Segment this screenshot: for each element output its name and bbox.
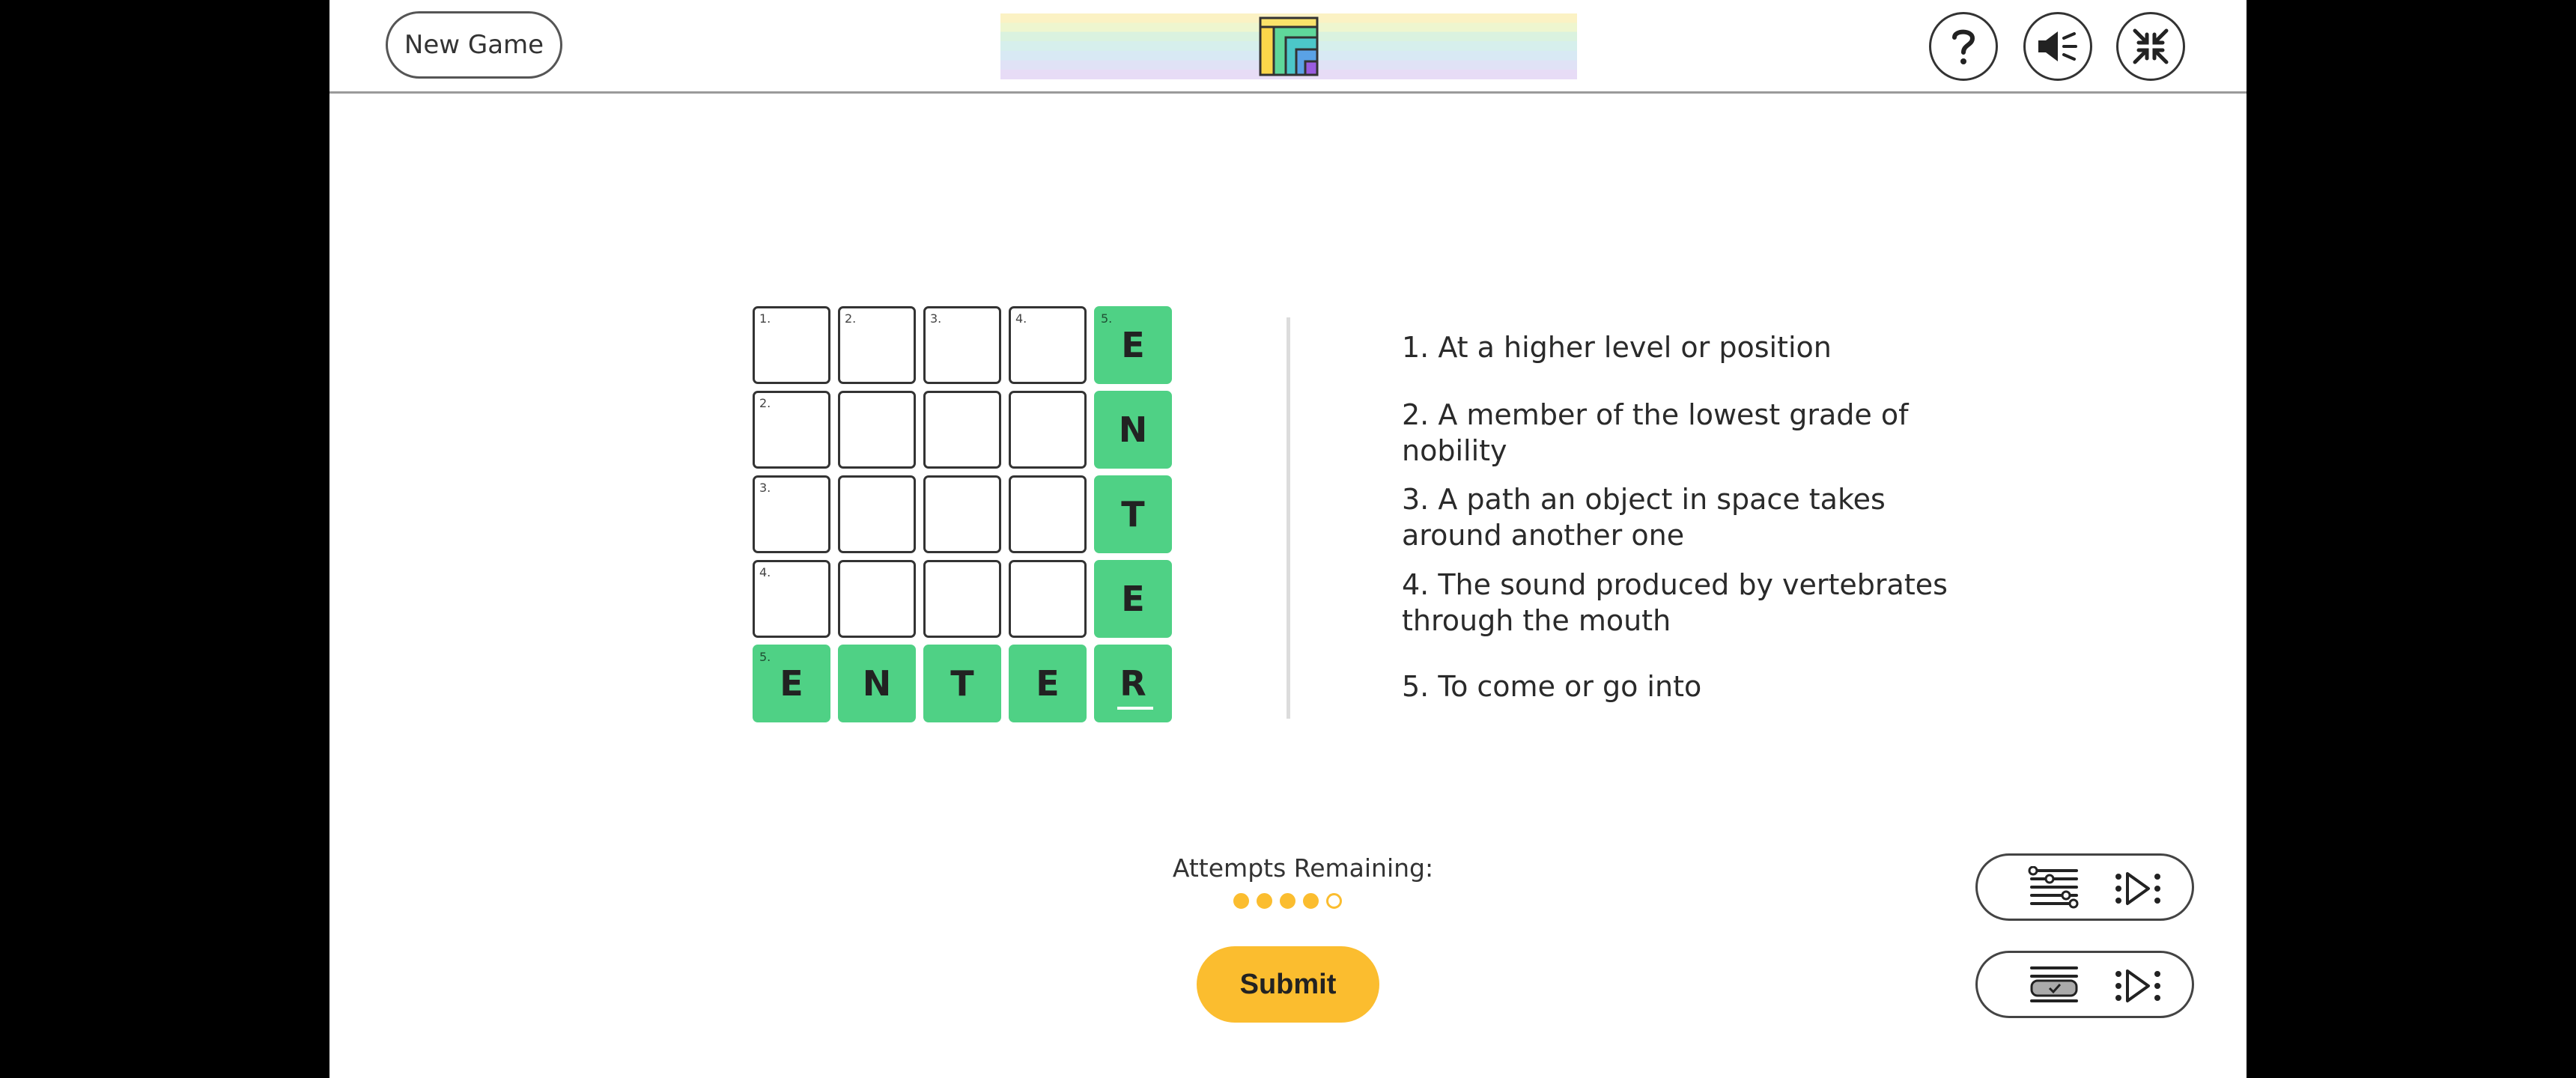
game-app [329, 0, 2247, 1078]
grid-cell[interactable] [753, 560, 830, 638]
grid-cell[interactable] [1009, 391, 1087, 469]
logo-banner [1000, 13, 1577, 79]
cell-letter: R [1120, 663, 1146, 704]
grid-cell[interactable] [1009, 560, 1087, 638]
grid-cell[interactable] [838, 645, 916, 722]
new-game-button[interactable]: New Game [386, 11, 562, 79]
grid-cell[interactable] [1094, 391, 1172, 469]
cell-letter: T [950, 663, 974, 704]
crossword-grid [753, 306, 1172, 722]
play-dots-icon [2114, 968, 2162, 1004]
cell-number: 2. [759, 396, 771, 410]
attempt-dot-filled [1303, 893, 1319, 909]
cell-number: 5. [759, 650, 771, 664]
grid-cell[interactable] [753, 645, 830, 722]
divider [1287, 317, 1290, 719]
grid-cell[interactable] [838, 560, 916, 638]
clue-3: 3. A path an object in space takes around another one [1402, 483, 1886, 552]
logo-grid-icon [1259, 15, 1319, 78]
cell-number: 5. [1101, 311, 1113, 326]
grid-cell[interactable] [838, 306, 916, 384]
cell-number: 1. [759, 311, 771, 326]
clue-1: 1. At a higher level or position [1402, 331, 1832, 364]
help-icon [1948, 25, 1978, 67]
cell-number: 4. [1015, 311, 1027, 326]
play-dots-icon [2114, 871, 2162, 907]
attempt-dot-filled [1233, 893, 1249, 909]
grid-cell[interactable] [923, 306, 1001, 384]
grid-cell[interactable] [1094, 475, 1172, 553]
grid-cell[interactable] [1009, 645, 1087, 722]
cell-letter: E [1121, 579, 1145, 619]
list-slider-icon [2027, 866, 2081, 913]
cell-letter: E [1121, 325, 1145, 365]
grid-cell[interactable] [1009, 475, 1087, 553]
cell-number: 3. [930, 311, 942, 326]
grid-cell[interactable] [923, 645, 1001, 722]
grid-cell[interactable] [1009, 306, 1087, 384]
list-slider-toggle[interactable] [1975, 853, 2194, 921]
grid-cell[interactable] [923, 391, 1001, 469]
grid-cell[interactable] [1094, 645, 1172, 722]
submit-button[interactable]: Submit [1197, 946, 1379, 1023]
cell-number: 2. [845, 311, 857, 326]
cell-number: 3. [759, 481, 771, 495]
grid-cell[interactable] [753, 306, 830, 384]
attempts-label: Attempts Remaining: [1172, 853, 1434, 883]
grid-cell[interactable] [753, 391, 830, 469]
sound-button[interactable] [2023, 12, 2092, 81]
grid-cell[interactable] [838, 391, 916, 469]
attempt-dot-filled [1257, 893, 1272, 909]
grid-cell[interactable] [838, 475, 916, 553]
attempt-dot-empty [1326, 893, 1342, 909]
grid-cell[interactable] [923, 560, 1001, 638]
grid-cell[interactable] [753, 475, 830, 553]
list-check-toggle[interactable] [1975, 951, 2194, 1018]
cell-letter: E [1036, 663, 1060, 704]
cell-number: 4. [759, 565, 771, 579]
list-check-icon [2027, 963, 2081, 1010]
grid-cell[interactable] [1094, 306, 1172, 384]
cell-letter: N [862, 663, 892, 704]
text-cursor [1117, 707, 1153, 710]
header-bar [329, 0, 2247, 94]
help-button[interactable] [1929, 12, 1998, 81]
sound-icon [2035, 29, 2080, 64]
clue-5: 5. To come or go into [1402, 670, 1702, 703]
grid-cell[interactable] [923, 475, 1001, 553]
exit-fullscreen-icon [2132, 28, 2169, 65]
clue-4: 4. The sound produced by vertebrates through the mouth [1402, 568, 1948, 637]
clue-2: 2. A member of the lowest grade of nobility [1402, 398, 1909, 467]
grid-cell[interactable] [1094, 560, 1172, 638]
attempt-dot-filled [1280, 893, 1295, 909]
cell-letter: N [1118, 409, 1148, 450]
cell-letter: T [1121, 494, 1145, 535]
exit-fullscreen-button[interactable] [2116, 12, 2185, 81]
attempts-indicator [1233, 893, 1342, 909]
cell-letter: E [780, 663, 804, 704]
